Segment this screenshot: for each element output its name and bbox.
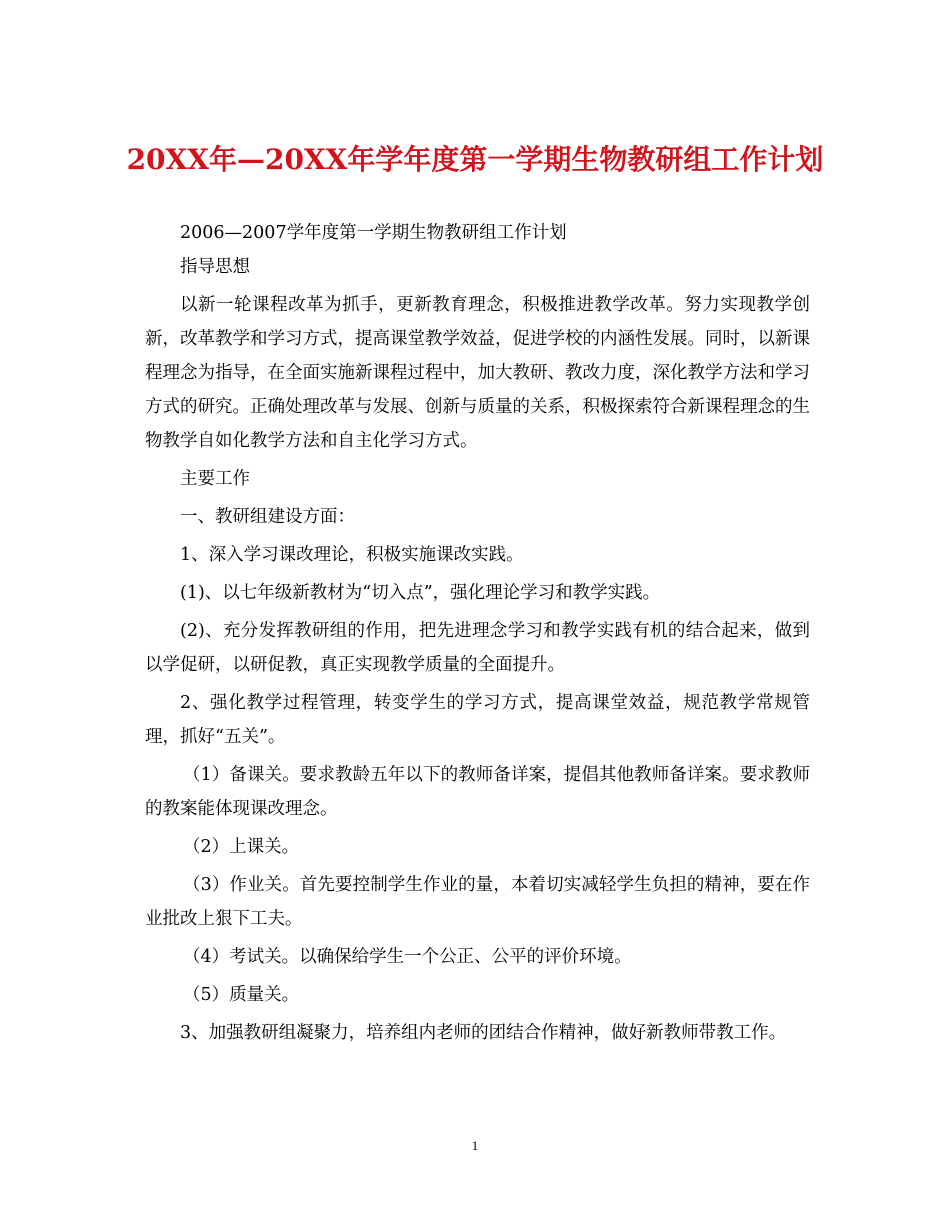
item-1-1-paragraph: (1)、以七年级新教材为“切入点”，强化理论学习和教学实践。 <box>180 583 661 603</box>
item-1-paragraph: 1、深入学习课改理论，积极实施课改实践。 <box>180 545 524 565</box>
section-heading-group-building: 一、教研组建设方面： <box>180 507 355 527</box>
item-2-1-paragraph: （1）备课关。要求教龄五年以下的教师备详案，提倡其他教师备详案。要求教师的教案能体现课改理念。 <box>145 765 810 819</box>
item-2-2-paragraph: （2）上课关。 <box>183 837 300 857</box>
item-2-3-paragraph: （3）作业关。首先要控制学生作业的量，本着切实减轻学生负担的精神，要在作业批改上狠下工夫。 <box>145 875 810 929</box>
item-2-5-paragraph: （5）质量关。 <box>183 985 300 1005</box>
guiding-ideology-paragraph: 以新一轮课程改革为抓手，更新教育理念，积极推进教学改革。努力实现教学创新，改革教学和学习方式，提高课堂教学效益，促进学校的内涵性发展。同时，以新课程理念为指导，在全面实施新课程过程中，加大教研、教改力度，深化教学方法和学习方式的研究。正确处理改革与发展、创新与质量的关系，积极探索符合新课程理念的生物教学自如化教学方法和自主化学习方式。 <box>145 295 810 451</box>
document-title: 20XX年—20XX年学年度第一学期生物教研组工作计划 <box>126 143 824 176</box>
document-body <box>145 216 810 1054</box>
item-2-4-paragraph: （4）考试关。以确保给学生一个公正、公平的评价环境。 <box>183 947 632 967</box>
section-heading-main-work: 主要工作 <box>180 469 250 489</box>
page-number: 1 <box>471 1138 479 1153</box>
item-3-paragraph: 3、加强教研组凝聚力，培养组内老师的团结合作精神，做好新教师带教工作。 <box>180 1023 787 1043</box>
section-heading-guiding-ideology: 指导思想 <box>180 257 250 277</box>
subtitle-paragraph: 2006—2007学年度第一学期生物教研组工作计划 <box>180 223 567 243</box>
item-1-2-paragraph: (2)、充分发挥教研组的作用，把先进理念学习和教学实践有机的结合起来，做到以学促研，以研促教，真正实现教学质量的全面提升。 <box>145 621 810 675</box>
item-2-paragraph: 2、强化教学过程管理，转变学生的学习方式，提高课堂效益，规范教学常规管理，抓好“五关”。 <box>145 693 810 747</box>
